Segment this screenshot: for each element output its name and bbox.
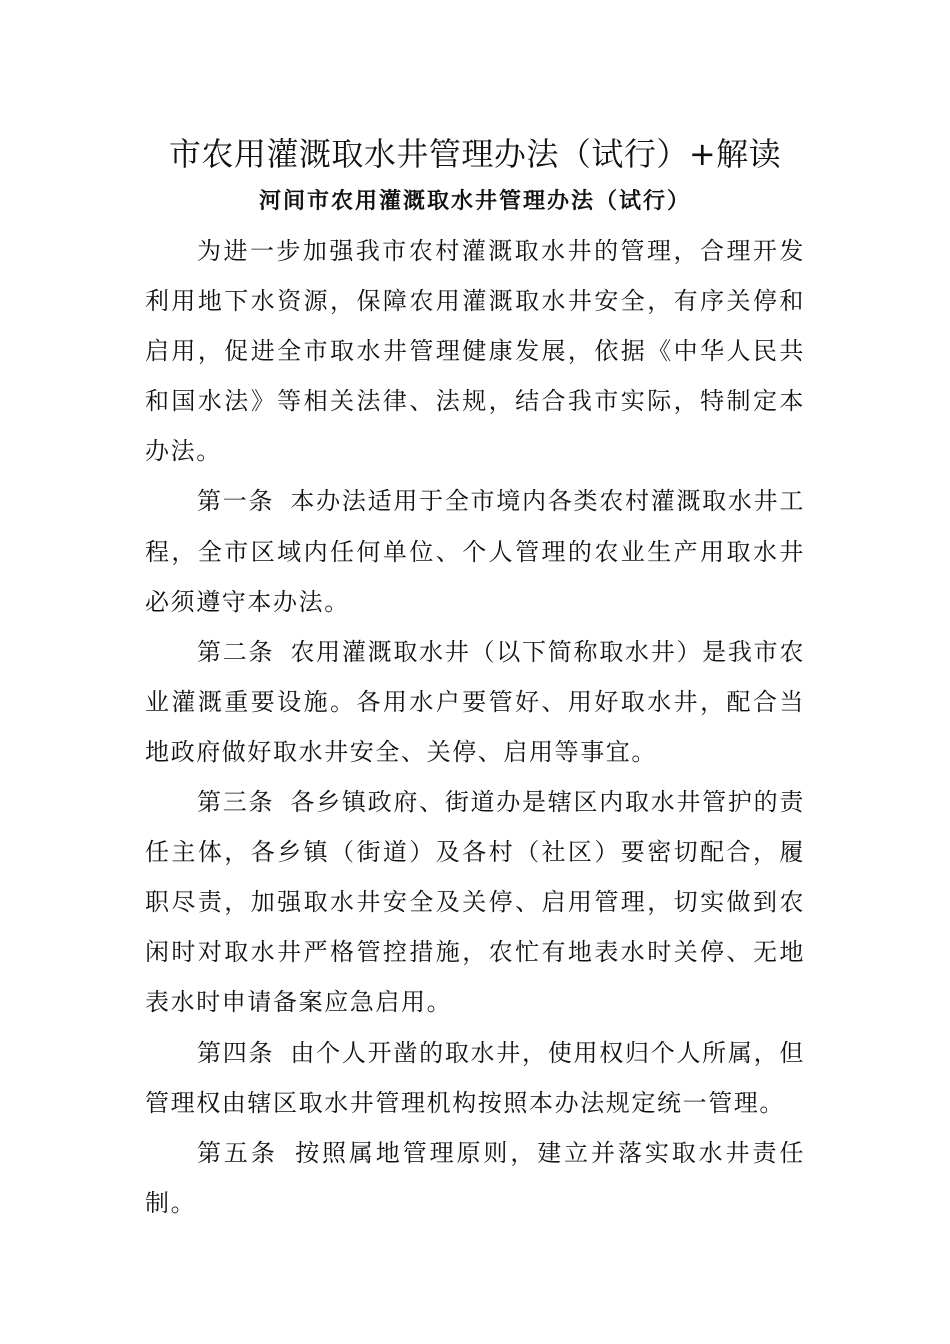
preamble-paragraph: 为进一步加强我市农村灌溉取水井的管理，合理开发利用地下水资源，保障农用灌溉取水井安全，有序关停和启用，促进全市取水井管理健康发展，依据《中华人民共和国水法》等相关法律、法规，结合我市实际，特制定本办法。: [145, 237, 805, 466]
document-title: 市农用灌溉取水井管理办法（试行）+解读: [168, 135, 782, 173]
document-subtitle: 河间市农用灌溉取水井管理办法（试行）: [258, 189, 691, 214]
document-body: [145, 226, 805, 1228]
article-4-paragraph: 第四条 由个人开凿的取水井，使用权归个人所属，但管理权由辖区取水井管理机构按照本办法规定统一管理。: [145, 1038, 805, 1117]
article-2-paragraph: 第二条 农用灌溉取水井（以下简称取水井）是我市农业灌溉重要设施。各用水户要管好、用好取水井，配合当地政府做好取水井安全、关停、启用等事宜。: [145, 637, 805, 766]
article-3-paragraph: 第三条 各乡镇政府、街道办是辖区内取水井管护的责任主体，各乡镇（街道）及各村（社区）要密切配合，履职尽责，加强取水井安全及关停、启用管理，切实做到农闲时对取水井严格管控措施，农忙有地表水时关停、无地表水时申请备案应急启用。: [145, 788, 805, 1017]
article-1-paragraph: 第一条 本办法适用于全市境内各类农村灌溉取水井工程，全市区域内任何单位、个人管理的农业生产用取水井必须遵守本办法。: [145, 487, 805, 616]
article-5-paragraph: 第五条 按照属地管理原则，建立并落实取水井责任制。: [145, 1138, 805, 1217]
